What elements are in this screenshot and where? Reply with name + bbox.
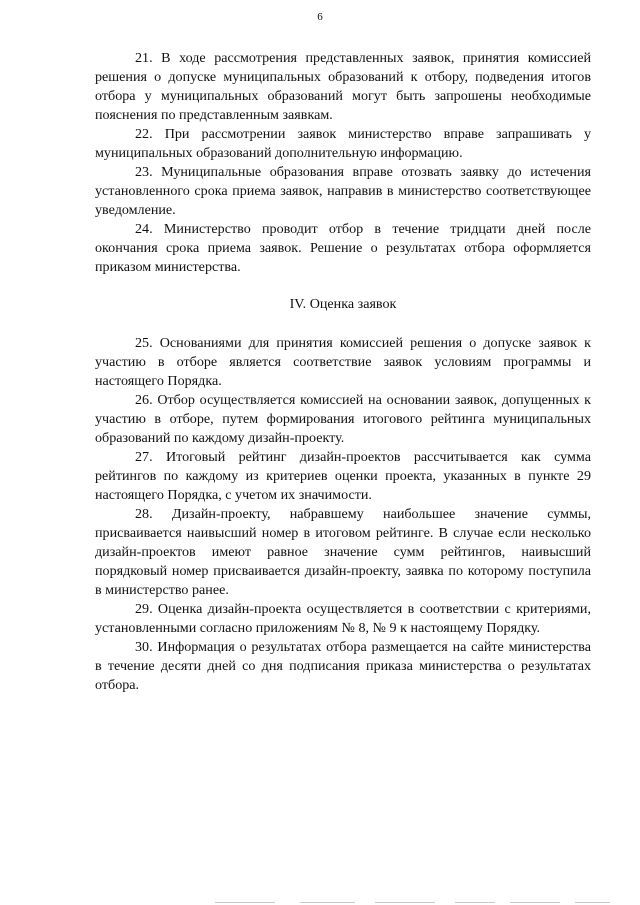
paragraph-23: 23. Муниципальные образования вправе отозвать заявку до истечения установленного срока приема заявок, направив в министерство соответствующее уведомление. bbox=[95, 164, 591, 218]
footer-rule-segment bbox=[300, 902, 355, 903]
paragraph-22: 22. При рассмотрении заявок министерство вправе запрашивать у муниципальных образований дополнительную информацию. bbox=[95, 126, 591, 161]
footer-rule-segment bbox=[455, 902, 495, 903]
paragraph-30: 30. Информация о результатах отбора размещается на сайте министерства в течение десяти дней со дня подписания приказа министерства о результатах отбора. bbox=[95, 639, 591, 693]
paragraph-27: 27. Итоговый рейтинг дизайн-проектов рассчитывается как сумма рейтингов по каждому из критериев оценки проекта, указанных в пункте 29 настоящего Порядка, с учетом их значимости. bbox=[95, 449, 591, 503]
footer-rule-segment bbox=[575, 902, 610, 903]
paragraph-24: 24. Министерство проводит отбор в течение тридцати дней после окончания срока приема заявок. Решение о результатах отбора оформляется приказом министерства. bbox=[95, 221, 591, 275]
footer-rule-segment bbox=[510, 902, 560, 903]
document-body bbox=[95, 49, 591, 695]
footer-rule-segment bbox=[375, 902, 435, 903]
paragraph-25: 25. Основаниями для принятия комиссией решения о допуске заявок к участию в отборе является соответствие заявок условиям программы и настоящего Порядка. bbox=[95, 335, 591, 389]
section-heading: IV. Оценка заявок bbox=[289, 296, 397, 312]
page-number: 6 bbox=[317, 11, 323, 23]
footer-rule-segment bbox=[215, 902, 275, 903]
paragraph-29: 29. Оценка дизайн-проекта осуществляется в соответствии с критериями, установленными согласно приложениям № 8, № 9 к настоящему Порядку. bbox=[95, 601, 591, 636]
paragraph-26: 26. Отбор осуществляется комиссией на основании заявок, допущенных к участию в отборе, путем формирования итогового рейтинга муниципальных образований по каждому дизайн-проекту. bbox=[95, 392, 591, 446]
paragraph-28: 28. Дизайн-проекту, набравшему наибольшее значение суммы, присваивается наивысший номер в итоговом рейтинге. В случае если несколько дизайн-проектов имеют равное значение сумм рейтингов, наивысший порядковый номер присваивается дизайн-проекту, заявка по которому поступила в министерство ранее. bbox=[95, 506, 591, 598]
scan-footer-artifact bbox=[0, 900, 640, 905]
paragraph-21: 21. В ходе рассмотрения представленных заявок, принятия комиссией решения о допуске муниципальных образований к отбору, подведения итогов отбора у муниципальных образований могут быть запрошены необходимые пояснения по представленным заявкам. bbox=[95, 50, 591, 123]
